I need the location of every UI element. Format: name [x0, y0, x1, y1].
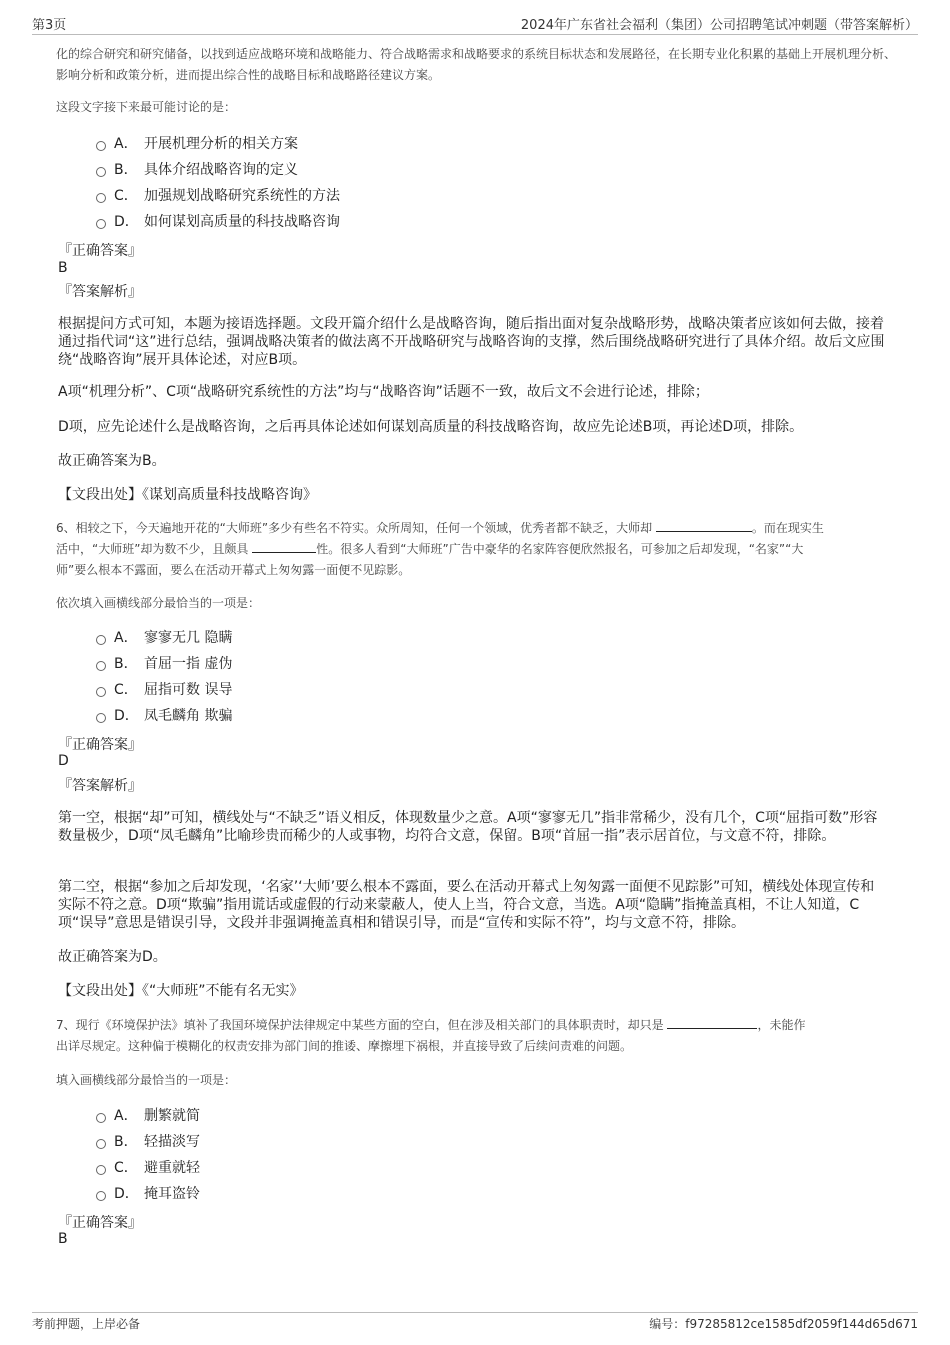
document-id: 编号：f97285812ce1585df2059f144d65d671	[649, 1317, 918, 1331]
q7-stem-line-1: 7、现行《环境保护法》填补了我国环境保护法律规定中某些方面的空白，但在涉及相关部门的具体职责时，却只是 ，未能作	[56, 1018, 806, 1032]
page-number: 第3页	[32, 18, 67, 33]
radio-icon[interactable]	[96, 1139, 106, 1149]
page-footer	[32, 1312, 918, 1335]
q5-analysis-para-2: A项“机理分析”、C项“战略研究系统性的方法”均与“战略咨询”话题不一致，故后文不会进行论述，排除；	[58, 384, 709, 400]
q7-option-d[interactable]: D． 掩耳盗铃	[96, 1184, 200, 1204]
q6-analysis-label: 『答案解析』	[58, 778, 142, 794]
radio-icon[interactable]	[96, 167, 106, 177]
q7-answer-label: 『正确答案』	[58, 1215, 142, 1231]
q6-source: 【文段出处】《“大师班”不能有名无实》	[58, 983, 304, 999]
q6-analysis-para-1: 第一空，根据“却”可知，横线处与“不缺乏”语义相反，体现数量少之意。A项“寥寥无几”指非常稀少，没有几个，C项“屈指可数”形容数量极少，D项“凤毛麟角”比喻珍贵而稀少的人或事物，均符合文意，保留。B项“首屈一指”表示居首位，与文意不符，排除。	[58, 810, 878, 844]
radio-icon[interactable]	[96, 635, 106, 645]
q6-option-d[interactable]: D． 凤毛麟角 欺骗	[96, 706, 232, 726]
q5-analysis-para-3: D项，应先论述什么是战略咨询，之后再具体论述如何谋划高质量的科技战略咨询，故应先论述B项，再论述D项，排除。	[58, 419, 804, 435]
q6-option-c[interactable]: C． 屈指可数 误导	[96, 680, 232, 700]
radio-icon[interactable]	[96, 141, 106, 151]
q6-answer-label: 『正确答案』	[58, 737, 142, 753]
blank-2[interactable]	[252, 552, 316, 553]
q5-prompt: 这段文字接下来最可能讨论的是：	[56, 100, 237, 114]
radio-icon[interactable]	[96, 1165, 106, 1175]
q5-source: 【文段出处】《谋划高质量科技战略咨询》	[58, 487, 317, 503]
radio-icon[interactable]	[96, 713, 106, 723]
blank-1[interactable]	[667, 1028, 757, 1029]
q5-analysis-label: 『答案解析』	[58, 284, 142, 300]
radio-icon[interactable]	[96, 219, 106, 229]
q6-analysis-para-2: 第二空，根据“参加之后却发现，‘名家’‘大师’要么根本不露面，要么在活动开幕式上匆匆露一面便不见踪影”可知，横线处体现宣传和实际不符之意。D项“欺骗”指用谎话或虚假的行动来蒙蔽人，使人上当，符合文意，当选。A项“隐瞒”指掩盖真相，不让人知道，C项“误导”意思是错误引导，文段并非强调掩盖真相和错误引导，而是“宣传和实际不符”，均与文意不符，排除。	[58, 879, 875, 931]
q7-stem-line-2: 出详尽规定。这种偏于模糊化的权责安排为部门间的推诿、摩擦埋下祸根，并直接导致了后续问责难的问题。	[56, 1039, 633, 1053]
q6-stem-line-3: 师”要么根本不露面，要么在活动开幕式上匆匆露一面便不见踪影。	[56, 563, 411, 577]
q6-option-a[interactable]: A． 寥寥无几 隐瞒	[96, 628, 232, 648]
radio-icon[interactable]	[96, 193, 106, 203]
q5-passage-tail: 化的综合研究和研究储备，以找到适应战略环境和战略能力、符合战略需求和战略要求的系统目标状态和发展路径，在长期专业化积累的基础上开展机理分析、影响分析和政策分析，进而提出综合性的战略目标和战略路径建议方案。	[56, 47, 897, 82]
q5-option-a[interactable]: A． 开展机理分析的相关方案	[96, 134, 298, 154]
radio-icon[interactable]	[96, 661, 106, 671]
radio-icon[interactable]	[96, 1113, 106, 1123]
radio-icon[interactable]	[96, 1191, 106, 1201]
q7-prompt: 填入画横线部分最恰当的一项是：	[56, 1073, 237, 1087]
q6-option-b[interactable]: B． 首屈一指 虚伪	[96, 654, 232, 674]
q5-option-c[interactable]: C． 加强规划战略研究系统性的方法	[96, 186, 340, 206]
q6-prompt: 依次填入画横线部分最恰当的一项是：	[56, 596, 261, 610]
q5-answer-label: 『正确答案』	[58, 243, 142, 259]
q6-analysis-para-3: 故正确答案为D。	[58, 949, 167, 965]
q5-option-d[interactable]: D． 如何谋划高质量的科技战略咨询	[96, 212, 340, 232]
radio-icon[interactable]	[96, 687, 106, 697]
q6-answer: D	[58, 753, 69, 769]
q7-option-c[interactable]: C． 避重就轻	[96, 1158, 200, 1178]
q5-analysis-para-4: 故正确答案为B。	[58, 453, 166, 469]
q6-stem-line-1: 6、相较之下，今天遍地开花的“大师班”多少有些名不符实。众所周知，任何一个领域，优秀者都不缺乏，大师却 。而在现实生	[56, 521, 824, 535]
q7-option-a[interactable]: A． 删繁就简	[96, 1106, 200, 1126]
page-header	[32, 14, 918, 35]
q5-analysis-para-1: 根据提问方式可知，本题为接语选择题。文段开篇介绍什么是战略咨询，随后指出面对复杂战略形势，战略决策者应该如何去做，接着通过指代词“这”进行总结，强调战略决策者的做法离不开战略研究与战略咨询的支撑，然后围绕战略研究进行了具体介绍。故后文应围绕“战略咨询”展开具体论述，对应B项。	[58, 316, 885, 368]
document-title: 2024年广东省社会福利（集团）公司招聘笔试冲刺题（带答案解析）	[520, 18, 918, 33]
q5-answer: B	[58, 260, 68, 276]
q7-answer: B	[58, 1231, 68, 1247]
footer-slogan: 考前押题，上岸必备	[32, 1317, 141, 1331]
q6-stem-line-2: 活中，“大师班”却为数不少，且颇具 性。很多人看到“大师班”广告中豪华的名家阵容便欣然报名，可参加之后却发现，“名家”“大	[56, 542, 804, 556]
q5-option-b[interactable]: B． 具体介绍战略咨询的定义	[96, 160, 298, 180]
blank-1[interactable]	[656, 531, 752, 532]
q7-option-b[interactable]: B． 轻描淡写	[96, 1132, 200, 1152]
